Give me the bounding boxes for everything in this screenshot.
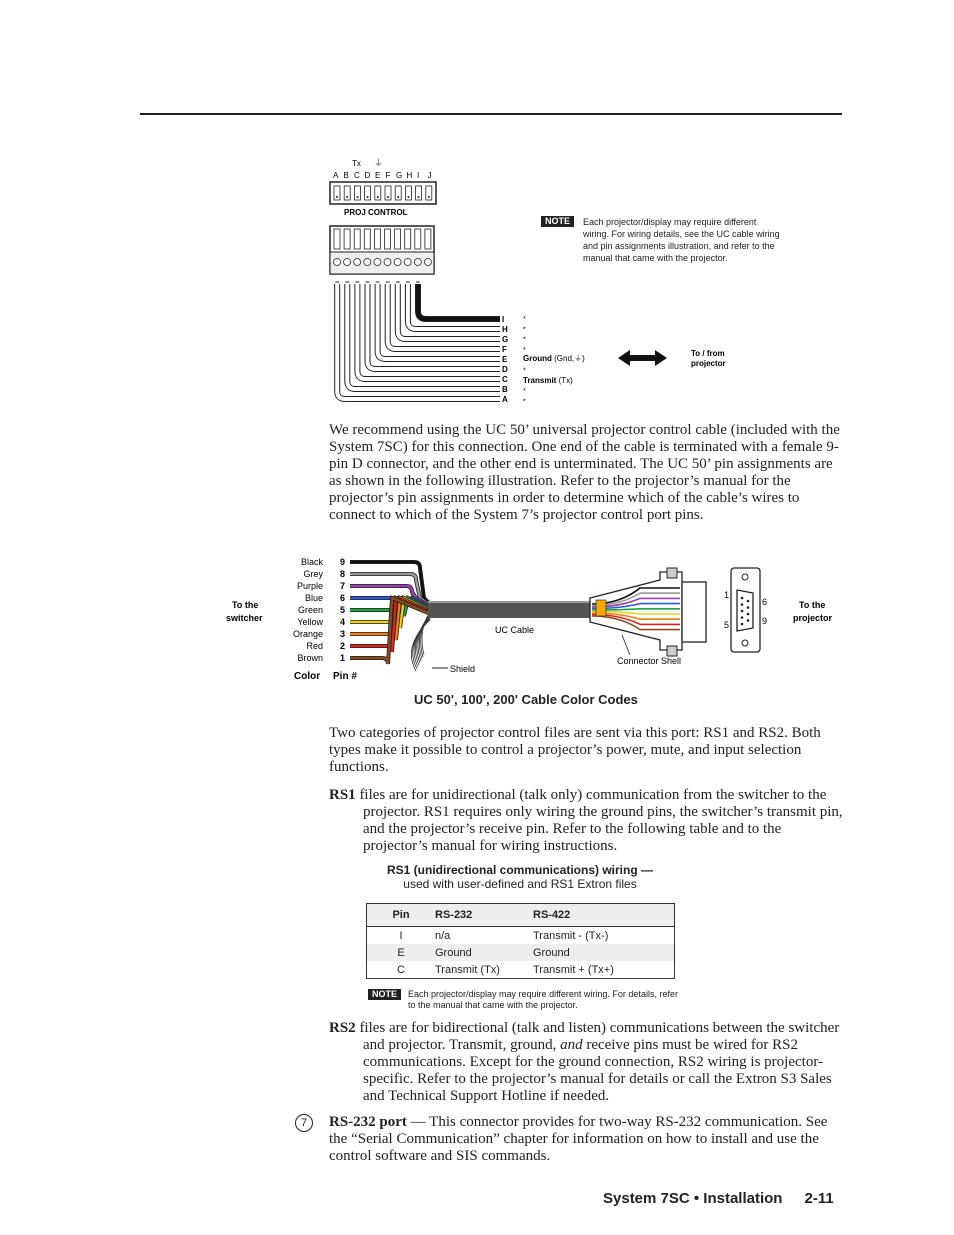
wire-letter-D: D [502, 365, 508, 374]
to-from-label-1: To / from [691, 349, 725, 358]
pin-letter-D: D [364, 171, 371, 180]
shield-strand [415, 617, 430, 665]
wire-letter-I: I [502, 315, 505, 324]
pin-letter-G: G [396, 171, 403, 180]
rs2-text-a: files are for bidirectional (talk and listen) communications between the switcher and projector. Transmit, ground, [355, 1020, 840, 1053]
rs1-description [329, 787, 844, 855]
d-pin-6: 6 [762, 597, 768, 607]
d-pin-5: 5 [724, 620, 730, 630]
cell-rs232: Ground [435, 944, 533, 961]
pin-number-8: 8 [340, 569, 346, 579]
pin-column-header: Pin # [333, 671, 357, 682]
pin-letter-I: I [417, 171, 420, 180]
color-name-list [293, 557, 324, 663]
wire-asterisk: * [523, 367, 526, 375]
pin-number-9: 9 [340, 557, 346, 567]
note-badge: NOTE [368, 989, 401, 1000]
tx-label: Tx [352, 159, 361, 168]
wire-letter-A: A [502, 395, 508, 404]
wire-asterisk: * [523, 336, 526, 344]
shield-label: Shield [450, 664, 476, 674]
cell-pin: E [367, 944, 436, 961]
rs2-text-b: receive pins must be wired for RS2 communications. Except for the ground connection, RS2 wiring is projector-specific. Refer to the projector’s manual for details or call the Extron S3 Sales and Technical Support Hotline if needed. [363, 1037, 832, 1104]
ground-label: Ground (Gnd,⏚) [523, 354, 585, 363]
pin-number-list [340, 557, 345, 663]
color-name-red: Red [306, 641, 323, 651]
color-name-black: Black [300, 557, 323, 567]
page-number: 2-11 [804, 1190, 834, 1207]
d-pin-9: 9 [762, 616, 768, 626]
wire-asterisk: * [523, 326, 526, 334]
rs232-port-label: RS-232 port [329, 1114, 407, 1130]
thumbscrew-top [667, 568, 677, 578]
color-name-yellow: Yellow [297, 617, 323, 627]
color-column-header: Color [294, 671, 321, 682]
rs2-label: RS2 [329, 1020, 356, 1036]
color-name-brown: Brown [297, 653, 323, 663]
wire-letter-G: G [502, 335, 509, 344]
page-footer [603, 1190, 834, 1207]
pin-letter-F: F [385, 171, 391, 180]
col-header-rs232: RS-232 [435, 904, 533, 927]
cell-pin: I [399, 929, 403, 942]
pin-letter-A: A [333, 171, 339, 180]
color-name-orange: Orange [292, 629, 323, 639]
d-pin [741, 616, 744, 619]
pin-letter-B: B [343, 171, 349, 180]
to-switcher-2: switcher [226, 613, 263, 623]
shield-strands [411, 612, 430, 671]
pin-number-2: 2 [340, 641, 346, 651]
table-title-main: RS1 (unidirectional communications) wiring — [386, 863, 654, 877]
pin-letter-J: J [427, 171, 432, 180]
pin-number-5: 5 [340, 605, 346, 615]
to-from-label-2: projector [691, 359, 726, 368]
wire-asterisk: * [523, 398, 526, 406]
wire-asterisk: * [523, 346, 526, 354]
cell-pin: C [397, 963, 405, 976]
cell-rs422: Transmit - (Tx-) [533, 929, 609, 942]
rs1-label: RS1 [329, 787, 356, 803]
note-text: Each projector/display may require different wiring. For details, refer to the manual that came with the projector. [408, 989, 678, 1010]
color-name-grey: Grey [303, 569, 323, 579]
pin-number-3: 3 [340, 629, 346, 639]
pin-number-4: 4 [340, 617, 346, 627]
table-row [367, 927, 675, 945]
d-pin [741, 597, 744, 600]
thumbscrew-bottom [667, 646, 677, 656]
connector-shell-leader [622, 635, 630, 655]
uc-cable-label: UC Cable [495, 625, 535, 635]
connector-flange [682, 582, 706, 642]
paragraph-categories: Two categories of projector control files are sent via this port: RS1 and RS2. Both types make it possible to control a projector’s power, mute, and input selection functions. [329, 725, 821, 775]
d-pin [747, 613, 750, 616]
transmit-label: Transmit (Tx) [523, 376, 573, 385]
footer-title: System 7SC • Installation [603, 1190, 783, 1207]
pin-number-1: 1 [340, 653, 346, 663]
pin-letter-H: H [406, 171, 413, 180]
d-pin [747, 619, 750, 622]
note-text: Each projector/display may require different wiring. For wiring details, see the UC cable wiring and pin assignments illustration, and refer to the manual that came with the projector. [583, 217, 780, 263]
uc-cable-jacket [428, 602, 590, 618]
cell-rs422: Ground [533, 944, 675, 961]
table-title [370, 863, 670, 891]
d-pin [747, 606, 750, 609]
pin-letter-E: E [375, 171, 381, 180]
wire-letter-B: B [502, 385, 508, 394]
color-name-purple: Purple [296, 581, 323, 591]
d-shell-outline [737, 590, 753, 631]
ground-icon: ⏚ [374, 158, 384, 168]
cell-rs232: Transmit (Tx) [435, 963, 500, 976]
to-projector-2: projector [793, 613, 833, 623]
wire-letter-C: C [502, 375, 508, 384]
d-pin [741, 603, 744, 606]
item-number-badge: 7 [295, 1114, 313, 1132]
color-name-blue: Blue [304, 593, 323, 603]
rs232-port-text: — This connector provides for two-way RS-232 communication. See the “Serial Communication” chapter for information on how to install and use the control software and SIS commands. [329, 1114, 828, 1164]
color-name-green: Green [297, 605, 323, 615]
wire-letter-H: H [502, 325, 508, 334]
to-switcher-1: To the [232, 600, 259, 610]
wire-letter-F: F [502, 345, 507, 354]
rs2-description [329, 1020, 844, 1105]
cell-rs422: Transmit + (Tx+) [533, 963, 614, 976]
figure-caption: UC 50', 100', 200' Cable Color Codes [414, 692, 638, 707]
d-pin [747, 600, 750, 603]
table-row [367, 961, 675, 979]
col-header-pin: Pin [367, 904, 436, 927]
note-badge: NOTE [541, 216, 574, 227]
proj-control-label: PROJ CONTROL [344, 208, 408, 217]
cell-rs232: n/a [435, 929, 451, 942]
wire-asterisk: * [523, 388, 526, 396]
rs232-port-description [329, 1114, 844, 1165]
table-row [367, 944, 675, 961]
pin-number-6: 6 [340, 593, 346, 603]
wire-asterisk: * [523, 316, 526, 323]
rs1-wiring-table [366, 903, 675, 979]
table-subtitle: used with user-defined and RS1 Extron files [403, 877, 637, 891]
d-pin [741, 623, 744, 626]
rs1-text: files are for unidirectional (talk only) communication from the switcher to the projector. RS1 requires only wiring the ground pins, the switcher’s transmit pin, and the projector’s receive pin. Refer to the following table and to the projector’s manual for wiring instructions. [355, 787, 843, 854]
pin-number-7: 7 [340, 581, 346, 591]
pin-letter-C: C [354, 171, 360, 180]
strain-relief [596, 600, 606, 616]
col-header-rs422: RS-422 [533, 904, 675, 927]
d-pin-1: 1 [724, 590, 730, 600]
d-pin [741, 610, 744, 613]
paragraph-uc50: We recommend using the UC 50’ universal projector control cable (included with the System 7SC) for this connection. One end of the cable is terminated with a female 9-pin D connector, and the other end is unterminated. The UC 50’ pin assignments are as shown in the following illustration. Refer to the projector’s manual for the projector’s pin assignments in order to determine which of the cable’s wires to connect to which of the System 7’s projector control port pins. [329, 422, 840, 523]
wire-letter-E: E [502, 355, 508, 364]
rs2-text-and: and [560, 1037, 583, 1053]
connector-shell-label: Connector Shell [617, 656, 682, 666]
to-projector-1: To the [799, 600, 826, 610]
